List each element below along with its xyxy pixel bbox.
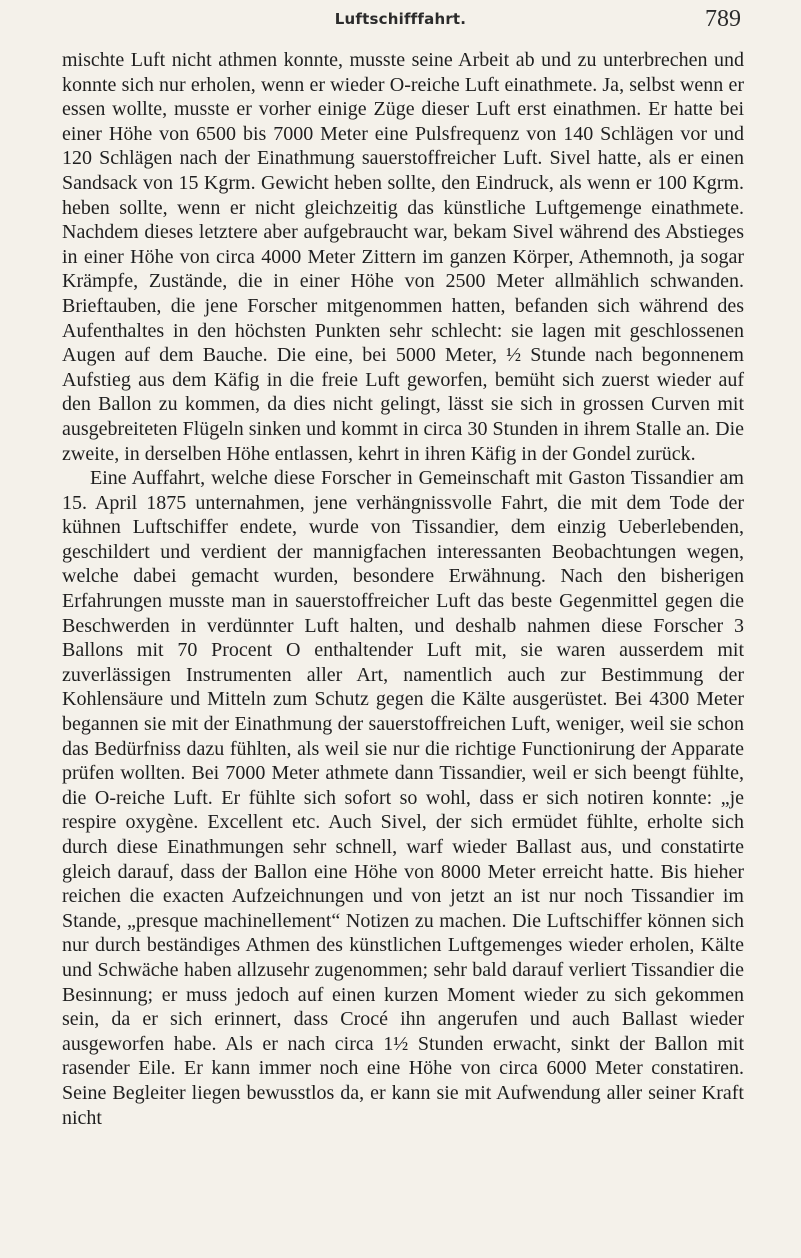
running-head bbox=[0, 4, 801, 34]
body-text bbox=[62, 48, 744, 1130]
paragraph: Eine Auffahrt, welche diese Forscher in Gemeinschaft mit Gaston Tissandier am 15. April 1875 unternahmen, jene verhängnissvolle Fahrt, die mit dem Tode der kühnen Luftschiffer endete, wurde von Tissandier, dem einzig Ueberlebenden, geschildert und verdient der mannigfachen interessanten Beobachtungen wegen, welche dabei gemacht wurden, besondere Erwähnung. Nach den bisherigen Erfahrungen musste man in sauerstoffreicher Luft das beste Gegenmittel gegen die Beschwerden in verdünnter Luft halten, und deshalb nahmen diese Forscher 3 Ballons mit 70 Procent O enthaltender Luft mit, sie waren ausserdem mit zuverlässigen Instrumenten aller Art, namentlich auch zur Bestimmung der Kohlensäure und Mitteln zum Schutz gegen die Kälte ausgerüstet. Bei 4300 Meter begannen sie mit der Einathmung der sauerstoffreichen Luft, weniger, weil sie schon das Bedürfniss dazu fühlten, als weil sie nur die richtige Functionirung der Apparate prüfen wollten. Bei 7000 Meter athmete dann Tissandier, weil er sich beengt fühlte, die O-reiche Luft. Er fühlte sich sofort so wohl, dass er sich notiren konnte: „je respire oxygène. Excellent etc. Auch Sivel, der sich ermüdet fühlte, erholte sich durch diese Einathmungen sehr schnell, warf wieder Ballast aus, und constatirte gleich darauf, dass der Ballon eine Höhe von 8000 Meter erreicht hatte. Bis hieher reichen die exacten Aufzeichnungen und von jetzt an ist nur noch Tissandier im Stande, „presque machinellement“ Notizen zu machen. Die Luftschiffer können sich nur durch beständiges Athmen des künstlichen Luftgemenges wieder erholen, Kälte und Schwäche haben allzusehr zugenommen; sehr bald darauf verliert Tissandier die Besinnung; er muss jedoch auf einen kurzen Moment wieder zu sich gekommen sein, da er sich erinnert, dass Crocé ihn angerufen und auch Ballast wieder ausgeworfen habe. Als er nach circa 1½ Stunden erwacht, sinkt der Ballon mit rasender Eile. Er kann immer noch eine Höhe von circa 6000 Meter constatiren. Seine Begleiter liegen bewusstlos da, er kann sie mit Aufwendung aller seiner Kraft nicht bbox=[62, 467, 744, 1129]
running-title: Luftschifffahrt. bbox=[334, 10, 467, 28]
page-number: 789 bbox=[705, 6, 741, 32]
paragraph-continued: mischte Luft nicht athmen konnte, musste seine Arbeit ab und zu unterbrechen und konnte sich nur erholen, wenn er wieder O-reiche Luft einathmete. Ja, selbst wenn er essen wollte, musste er vorher einige Züge dieser Luft erst einathmen. Er hatte bei einer Höhe von 6500 bis 7000 Meter eine Pulsfrequenz von 140 Schlägen vor und 120 Schlägen nach der Einathmung sauerstoffreicher Luft. Sivel hatte, als er einen Sandsack von 15 Kgrm. Gewicht heben sollte, den Eindruck, als wenn er 100 Kgrm. heben sollte, wenn er nicht gleichzeitig das künstliche Luftgemenge einathmete. Nachdem dieses letztere aber aufgebraucht war, bekam Sivel während des Abstieges in einer Höhe von circa 4000 Meter Zittern im ganzen Körper, Athemnoth, ja sogar Krämpfe, Zustände, die in einer Höhe von 2500 Meter allmählich schwanden. Brieftauben, die jene Forscher mitgenommen hatten, befanden sich während des Aufenthaltes in den höchsten Punkten sehr schlecht: sie lagen mit geschlossenen Augen auf dem Bauche. Die eine, bei 5000 Meter, ½ Stunde nach begonnenem Aufstieg aus dem Käfig in die freie Luft geworfen, bemüht sich zuerst wieder auf den Ballon zu kommen, da dies nicht gelingt, lässt sie sich in grossen Curven mit ausgebreiteten Flügeln sinken und kommt in circa 30 Stunden in ihrem Stalle an. Die zweite, in derselben Höhe entlassen, kehrt in ihren Käfig in der Gondel zurück. bbox=[62, 49, 744, 465]
